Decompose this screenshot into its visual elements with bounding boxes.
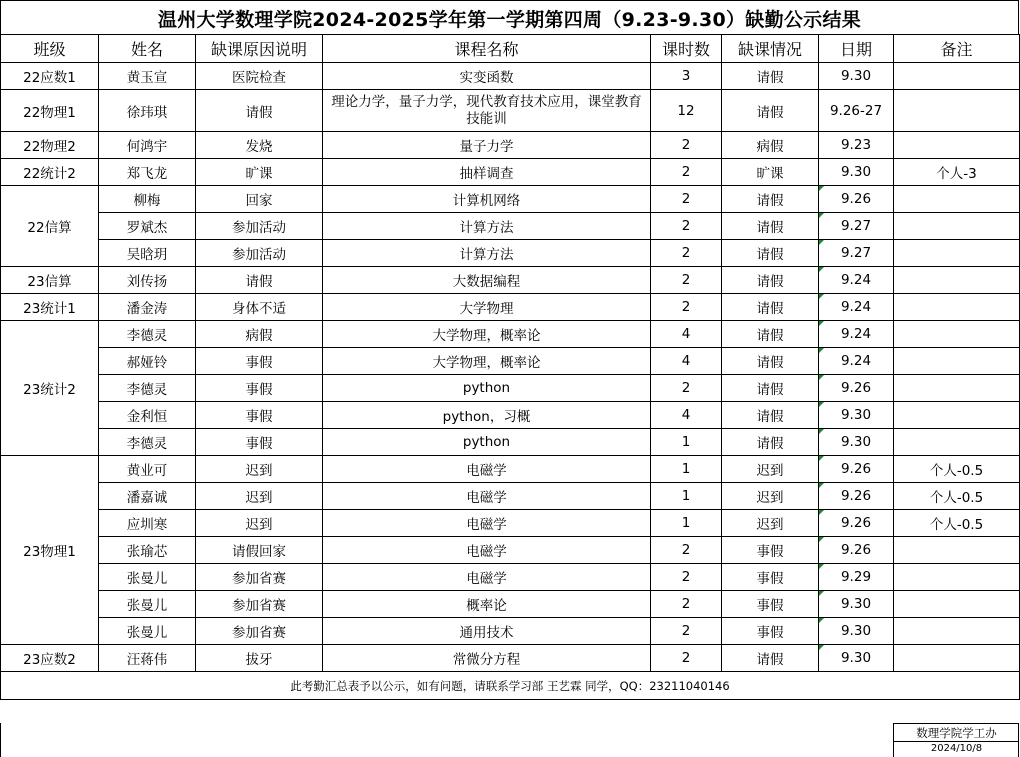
cell-course: 量子力学 (323, 132, 651, 159)
sheet-title: 温州大学数理学院2024-2025学年第一学期第四周（9.23-9.30）缺勤公示结果 (0, 0, 1019, 35)
cell-name: 李德灵 (99, 375, 196, 402)
cell-reason: 迟到 (196, 456, 323, 483)
table-row (1, 429, 1020, 456)
cell-course: 计算机网络 (323, 186, 651, 213)
cell-hours: 3 (651, 63, 722, 90)
cell-hours: 1 (651, 429, 722, 456)
cell-course: 常微分方程 (323, 645, 651, 672)
cell-reason: 参加省赛 (196, 591, 323, 618)
cell-note (894, 537, 1020, 564)
cell-hours: 2 (651, 645, 722, 672)
table-row (1, 618, 1020, 645)
cell-course: 抽样调查 (323, 159, 651, 186)
cell-course: 大学物理，概率论 (323, 321, 651, 348)
cell-note: 个人-0.5 (894, 456, 1020, 483)
table-row (1, 591, 1020, 618)
signature-area (0, 723, 1019, 757)
cell-note (894, 402, 1020, 429)
cell-name: 柳梅 (99, 186, 196, 213)
table-row (1, 402, 1020, 429)
cell-course: 计算方法 (323, 240, 651, 267)
table-row (1, 645, 1020, 672)
footer-row (1, 672, 1020, 700)
cell-name: 张瑜芯 (99, 537, 196, 564)
cell-date: 9.27 (819, 213, 894, 240)
cell-note (894, 63, 1020, 90)
cell-hours: 2 (651, 267, 722, 294)
cell-hours: 4 (651, 321, 722, 348)
cell-date: 9.30 (819, 645, 894, 672)
cell-hours: 2 (651, 213, 722, 240)
cell-date: 9.24 (819, 321, 894, 348)
cell-course: 电磁学 (323, 456, 651, 483)
table-row (1, 159, 1020, 186)
cell-name: 潘嘉诚 (99, 483, 196, 510)
cell-hours: 1 (651, 483, 722, 510)
cell-course: 大学物理 (323, 294, 651, 321)
cell-name: 应圳寒 (99, 510, 196, 537)
cell-hours: 2 (651, 591, 722, 618)
cell-hours: 2 (651, 132, 722, 159)
cell-reason: 拔牙 (196, 645, 323, 672)
cell-reason: 事假 (196, 375, 323, 402)
cell-class: 23统计2 (1, 321, 99, 456)
cell-reason: 请假 (196, 267, 323, 294)
table-row (1, 132, 1020, 159)
cell-hours: 2 (651, 186, 722, 213)
cell-reason: 事假 (196, 348, 323, 375)
cell-name: 吴晗玥 (99, 240, 196, 267)
sign-date: 2024/10/8 (930, 743, 983, 754)
table-row (1, 564, 1020, 591)
cell-note (894, 429, 1020, 456)
cell-status: 请假 (722, 63, 819, 90)
cell-date: 9.23 (819, 132, 894, 159)
cell-course: python，习概 (323, 402, 651, 429)
cell-note (894, 132, 1020, 159)
cell-class: 23物理1 (1, 456, 99, 645)
cell-status: 事假 (722, 618, 819, 645)
header-hours: 课时数 (651, 35, 722, 63)
cell-hours: 12 (651, 90, 722, 132)
header-reason: 缺课原因说明 (196, 35, 323, 63)
cell-hours: 2 (651, 159, 722, 186)
cell-course: 概率论 (323, 591, 651, 618)
cell-note (894, 645, 1020, 672)
header-class: 班级 (1, 35, 99, 63)
cell-hours: 2 (651, 618, 722, 645)
cell-name: 郑飞龙 (99, 159, 196, 186)
cell-class: 22物理1 (1, 90, 99, 132)
cell-date: 9.29 (819, 564, 894, 591)
cell-reason: 发烧 (196, 132, 323, 159)
cell-date: 9.26 (819, 456, 894, 483)
cell-status: 请假 (722, 348, 819, 375)
cell-note: 个人-0.5 (894, 510, 1020, 537)
cell-hours: 2 (651, 564, 722, 591)
cell-date: 9.24 (819, 294, 894, 321)
cell-date: 9.30 (819, 591, 894, 618)
header-date: 日期 (819, 35, 894, 63)
cell-date: 9.26 (819, 537, 894, 564)
cell-class: 23应数2 (1, 645, 99, 672)
cell-note (894, 321, 1020, 348)
cell-name: 李德灵 (99, 429, 196, 456)
cell-reason: 事假 (196, 402, 323, 429)
cell-class: 23信算 (1, 267, 99, 294)
cell-status: 请假 (722, 240, 819, 267)
cell-status: 请假 (722, 213, 819, 240)
cell-class: 22物理2 (1, 132, 99, 159)
cell-name: 何鸿宇 (99, 132, 196, 159)
table-row (1, 510, 1020, 537)
cell-date: 9.30 (819, 63, 894, 90)
table-row (1, 375, 1020, 402)
cell-class: 22统计2 (1, 159, 99, 186)
cell-class: 22应数1 (1, 63, 99, 90)
cell-note (894, 564, 1020, 591)
cell-reason: 回家 (196, 186, 323, 213)
cell-status: 请假 (722, 294, 819, 321)
cell-status: 请假 (722, 645, 819, 672)
cell-course: 电磁学 (323, 483, 651, 510)
cell-name: 郝娅铃 (99, 348, 196, 375)
table-row (1, 483, 1020, 510)
cell-note (894, 618, 1020, 645)
table-row (1, 267, 1020, 294)
cell-note (894, 90, 1020, 132)
cell-reason: 迟到 (196, 483, 323, 510)
cell-hours: 2 (651, 240, 722, 267)
header-status: 缺课情况 (722, 35, 819, 63)
header-row (1, 35, 1020, 63)
cell-name: 潘金涛 (99, 294, 196, 321)
cell-status: 请假 (722, 429, 819, 456)
cell-date: 9.30 (819, 402, 894, 429)
cell-date: 9.24 (819, 267, 894, 294)
cell-name: 黄玉宣 (99, 63, 196, 90)
table-row (1, 213, 1020, 240)
cell-date: 9.30 (819, 159, 894, 186)
cell-hours: 2 (651, 537, 722, 564)
cell-status: 事假 (722, 591, 819, 618)
absence-table (0, 34, 1020, 700)
cell-status: 请假 (722, 375, 819, 402)
cell-reason: 请假回家 (196, 537, 323, 564)
cell-note (894, 348, 1020, 375)
cell-note (894, 186, 1020, 213)
cell-course: python (323, 375, 651, 402)
cell-note: 个人-3 (894, 159, 1020, 186)
footer-notice: 此考勤汇总表予以公示，如有问题，请联系学习部 王艺霖 同学，QQ：23211040146 (1, 672, 1020, 700)
header-course: 课程名称 (323, 35, 651, 63)
cell-date: 9.24 (819, 348, 894, 375)
cell-note (894, 267, 1020, 294)
cell-status: 旷课 (722, 159, 819, 186)
cell-date: 9.30 (819, 429, 894, 456)
cell-reason: 参加活动 (196, 240, 323, 267)
cell-course: 理论力学，量子力学，现代教育技术应用，课堂教育技能训 (323, 90, 651, 132)
cell-name: 黄业可 (99, 456, 196, 483)
cell-hours: 4 (651, 402, 722, 429)
cell-reason: 医院检查 (196, 63, 323, 90)
cell-status: 迟到 (722, 483, 819, 510)
cell-status: 迟到 (722, 456, 819, 483)
cell-class: 22信算 (1, 186, 99, 267)
cell-status: 请假 (722, 267, 819, 294)
cell-hours: 2 (651, 375, 722, 402)
signature-box (893, 723, 1019, 757)
cell-status: 请假 (722, 402, 819, 429)
table-row (1, 321, 1020, 348)
cell-note (894, 375, 1020, 402)
cell-status: 迟到 (722, 510, 819, 537)
cell-status: 请假 (722, 321, 819, 348)
cell-reason: 迟到 (196, 510, 323, 537)
cell-name: 张曼儿 (99, 564, 196, 591)
cell-name: 张曼儿 (99, 591, 196, 618)
cell-name: 李德灵 (99, 321, 196, 348)
cell-name: 汪蒋伟 (99, 645, 196, 672)
cell-status: 请假 (722, 90, 819, 132)
cell-class: 23统计1 (1, 294, 99, 321)
cell-note (894, 591, 1020, 618)
cell-reason: 参加省赛 (196, 618, 323, 645)
cell-status: 事假 (722, 537, 819, 564)
cell-hours: 2 (651, 294, 722, 321)
header-name: 姓名 (99, 35, 196, 63)
table-row (1, 456, 1020, 483)
cell-note (894, 213, 1020, 240)
table-row (1, 63, 1020, 90)
cell-date: 9.26 (819, 510, 894, 537)
header-note: 备注 (894, 35, 1020, 63)
cell-date: 9.26 (819, 186, 894, 213)
cell-course: python (323, 429, 651, 456)
cell-name: 金利恒 (99, 402, 196, 429)
cell-hours: 1 (651, 510, 722, 537)
table-row (1, 90, 1020, 132)
cell-reason: 请假 (196, 90, 323, 132)
cell-date: 9.27 (819, 240, 894, 267)
cell-reason: 旷课 (196, 159, 323, 186)
sign-department: 数理学院学工办 (894, 725, 1019, 742)
cell-course: 计算方法 (323, 213, 651, 240)
cell-course: 电磁学 (323, 564, 651, 591)
cell-course: 实变函数 (323, 63, 651, 90)
cell-course: 电磁学 (323, 537, 651, 564)
table-row (1, 348, 1020, 375)
cell-date: 9.26 (819, 375, 894, 402)
table-row (1, 537, 1020, 564)
cell-note (894, 240, 1020, 267)
cell-reason: 身体不适 (196, 294, 323, 321)
cell-date: 9.26 (819, 483, 894, 510)
cell-reason: 病假 (196, 321, 323, 348)
cell-name: 罗斌杰 (99, 213, 196, 240)
cell-date: 9.26-27 (819, 90, 894, 132)
cell-status: 病假 (722, 132, 819, 159)
cell-name: 刘传扬 (99, 267, 196, 294)
cell-name: 徐玮琪 (99, 90, 196, 132)
table-row (1, 294, 1020, 321)
cell-name: 张曼儿 (99, 618, 196, 645)
cell-date: 9.30 (819, 618, 894, 645)
cell-hours: 1 (651, 456, 722, 483)
cell-note (894, 294, 1020, 321)
cell-hours: 4 (651, 348, 722, 375)
cell-course: 大学物理，概率论 (323, 348, 651, 375)
table-row (1, 186, 1020, 213)
cell-course: 大数据编程 (323, 267, 651, 294)
cell-note: 个人-0.5 (894, 483, 1020, 510)
table-body (1, 63, 1020, 672)
cell-status: 请假 (722, 186, 819, 213)
cell-course: 电磁学 (323, 510, 651, 537)
cell-status: 事假 (722, 564, 819, 591)
cell-reason: 参加省赛 (196, 564, 323, 591)
cell-reason: 参加活动 (196, 213, 323, 240)
cell-reason: 事假 (196, 429, 323, 456)
cell-course: 通用技术 (323, 618, 651, 645)
table-row (1, 240, 1020, 267)
